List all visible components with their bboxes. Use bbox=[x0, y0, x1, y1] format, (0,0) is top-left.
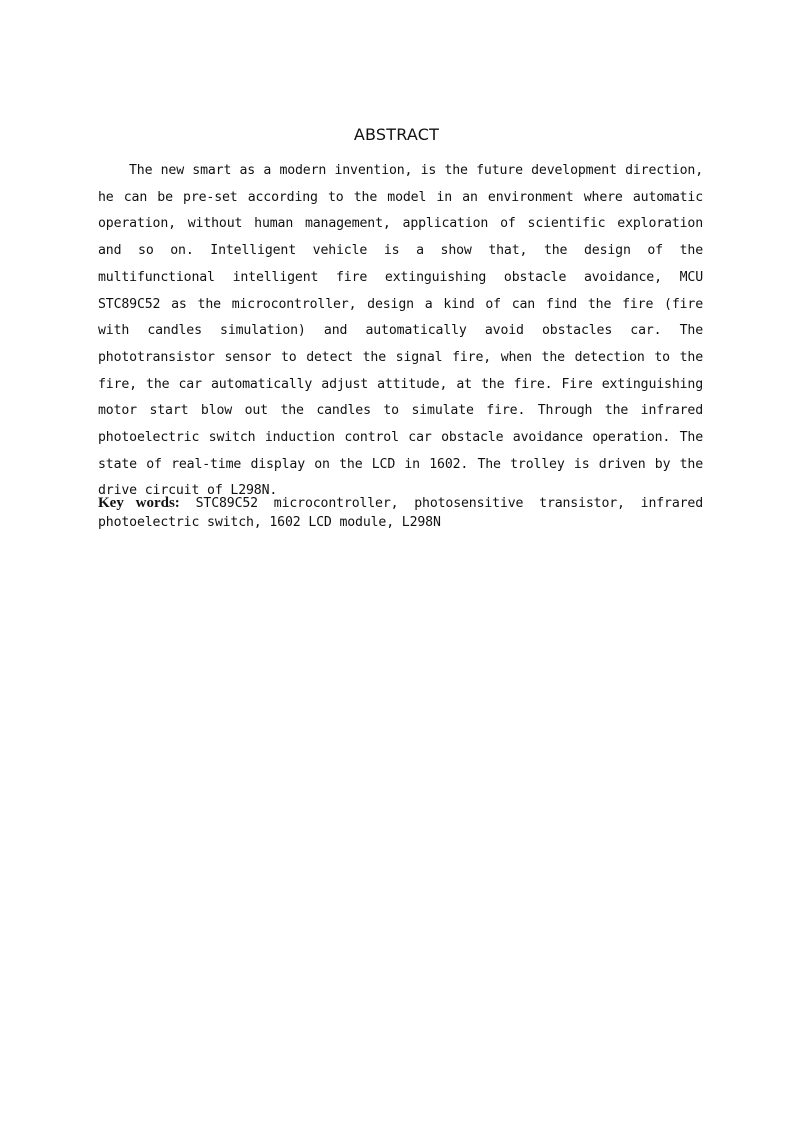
keywords-label: Key words: bbox=[98, 495, 180, 511]
abstract-paragraph: The new smart as a modern invention, is the future development direction, he can be pre-set according to the model in an environment where automatic operation, without human management, application of scientific exploration and so on. Intelligent vehicle is a show that, the design of the multifunctional intelligent fire extinguishing obstacle avoidance, MCU STC89C52 as the microcontroller, design a kind of can find the fire (fire with candles simulation) and automatically avoid obstacles car. The phototransistor sensor to detect the signal fire, when the detection to the fire, the car automatically adjust attitude, at the fire. Fire extinguishing motor start blow out the candles to simulate fire. Through the infrared photoelectric switch induction control car obstacle avoidance operation. The state of real-time display on the LCD in 1602. The trolley is driven by the drive circuit of L298N. bbox=[98, 163, 703, 499]
keywords-list: STC89C52 microcontroller, photosensitive transistor, infrared photoelectric switch, 1602 LCD module, L298N bbox=[98, 496, 703, 530]
abstract-heading: ABSTRACT bbox=[353, 125, 440, 144]
keywords-paragraph bbox=[98, 494, 703, 532]
